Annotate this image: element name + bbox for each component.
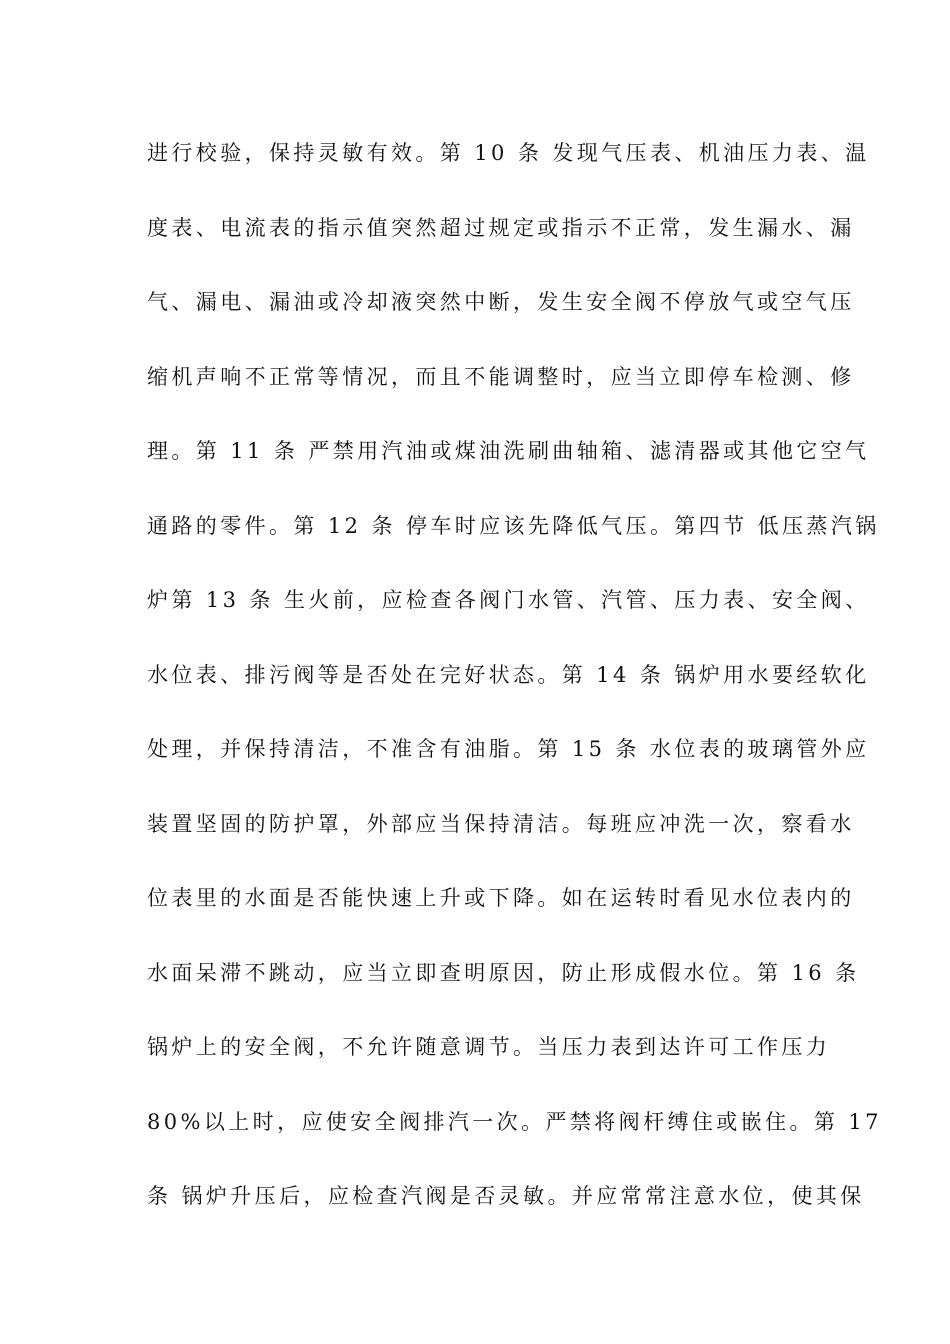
text-line: 80%以上时，应使安全阀排汽一次。严禁将阀杆缚住或嵌住。第 17 xyxy=(147,1109,882,1134)
text-line: 水面呆滞不跳动，应当立即查明原因，防止形成假水位。第 16 条 xyxy=(147,960,860,985)
text-line: 通路的零件。第 12 条 停车时应该先降低气压。第四节 低压蒸汽锅 xyxy=(147,513,880,538)
text-line: 炉第 13 条 生火前，应检查各阀门水管、汽管、压力表、安全阀、 xyxy=(147,588,870,612)
text-line: 位表里的水面是否能快速上升或下降。如在运转时看见水位表内的 xyxy=(147,886,855,910)
text-line: 进行校验，保持灵敏有效。第 10 条 发现气压表、机油压力表、温 xyxy=(147,141,870,165)
text-line: 处理，并保持清洁，不准含有油脂。第 15 条 水位表的玻璃管外应 xyxy=(147,737,870,761)
text-line: 度表、电流表的指示值突然超过规定或指示不正常，发生漏水、漏 xyxy=(147,215,855,240)
text-line: 装置坚固的防护罩，外部应当保持清洁。每班应冲洗一次，察看水 xyxy=(147,811,855,836)
text-line: 水位表、排污阀等是否处在完好状态。第 14 条 锅炉用水要经软化 xyxy=(147,662,870,687)
text-line: 条 锅炉升压后，应检查汽阀是否灵敏。并应常常注意水位，使其保 xyxy=(147,1184,865,1208)
text-line: 理。第 11 条 严禁用汽油或煤油洗刷曲轴箱、滤清器或其他它空气 xyxy=(147,439,870,463)
body-text xyxy=(147,133,882,1251)
text-line: 锅炉上的安全阀，不允许随意调节。当压力表到达许可工作压力 xyxy=(147,1035,831,1059)
text-line: 气、漏电、漏油或冷却液突然中断，发生安全阀不停放气或空气压 xyxy=(147,290,855,314)
text-line: 缩机声响不正常等情况，而且不能调整时，应当立即停车检测、修 xyxy=(147,364,855,389)
